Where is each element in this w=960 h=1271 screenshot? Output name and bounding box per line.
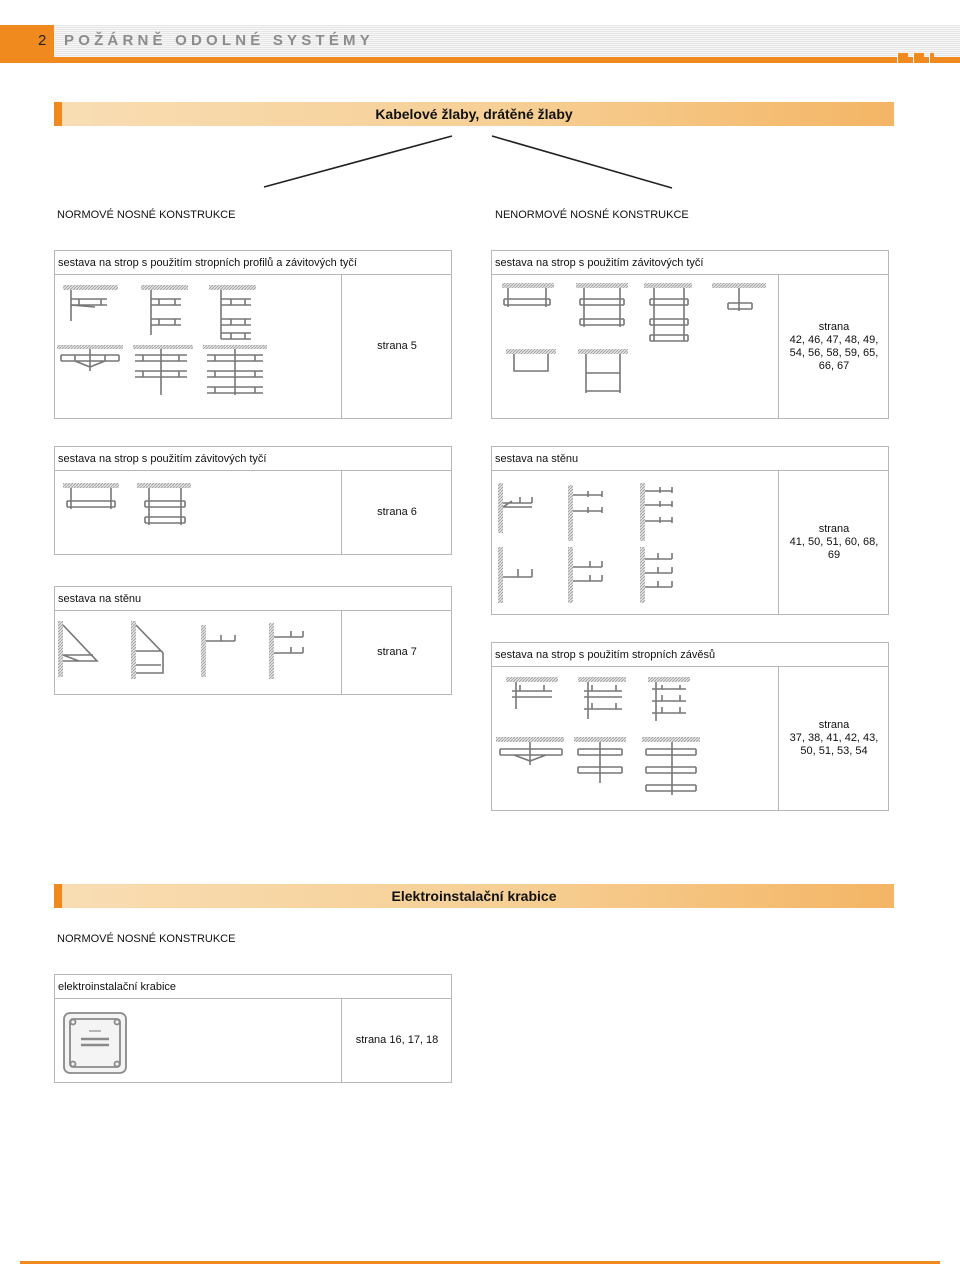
branch-line-left — [264, 136, 452, 187]
page-reference-pages: 37, 38, 41, 42, 43, 50, 51, 53, 54 — [789, 732, 879, 757]
hanger-tray-drawings — [492, 667, 779, 810]
page-reference-label: strana 6 — [377, 506, 417, 518]
config-illustration — [55, 999, 342, 1082]
config-title: sestava na stěnu — [492, 447, 888, 471]
page-reference-pages: 42, 46, 47, 48, 49, 54, 56, 58, 59, 65, 66, 67 — [789, 333, 879, 372]
page-reference — [780, 471, 888, 614]
config-title: sestava na stěnu — [55, 587, 451, 611]
page-title: POŽÁRNĚ ODOLNÉ SYSTÉMY — [64, 32, 374, 49]
config-title: sestava na strop s použitím závitových tyčí — [55, 447, 451, 471]
header-strip — [0, 57, 960, 63]
header-square — [897, 53, 908, 63]
page-reference-label: strana — [818, 719, 850, 731]
config-illustration — [492, 667, 779, 810]
config-title: elektroinstalační krabice — [55, 975, 451, 999]
branch-lines — [0, 130, 960, 200]
header-square — [929, 53, 934, 63]
config-box-ceiling-hangers — [491, 642, 889, 811]
footer-line — [20, 1261, 940, 1264]
page-reference-label: strana 16, 17, 18 — [355, 1034, 439, 1046]
page-reference — [343, 471, 451, 554]
page-reference — [343, 611, 451, 694]
config-illustration — [55, 275, 342, 418]
heading-nonstandard-constructions: NENORMOVÉ NOSNÉ KONSTRUKCE — [495, 209, 689, 221]
branch-line-right — [492, 136, 672, 188]
header-square — [913, 53, 924, 63]
page-reference — [343, 275, 451, 418]
wall-bracket-drawings — [55, 611, 342, 694]
config-illustration — [55, 471, 342, 554]
config-illustration — [492, 275, 779, 418]
page-reference-pages: 41, 50, 51, 60, 68, 69 — [789, 536, 879, 561]
page-reference-label: strana 7 — [377, 646, 417, 658]
page-number: 2 — [38, 32, 47, 49]
config-box-ceiling-profiles — [54, 250, 452, 419]
config-title: sestava na strop s použitím stropních závěsů — [492, 643, 888, 667]
heading-standard-constructions: NORMOVÉ NOSNÉ KONSTRUKCE — [57, 209, 236, 221]
section-title: Elektroinstalační krabice — [391, 888, 557, 904]
config-box-threaded-rods-standard — [54, 446, 452, 555]
page-reference-label: strana — [818, 320, 850, 333]
page-reference — [780, 275, 888, 418]
config-box-junction-box — [54, 974, 452, 1083]
rod-tray-drawings-small — [55, 471, 342, 554]
config-illustration — [55, 611, 342, 694]
ceiling-tray-drawings — [55, 275, 342, 418]
rod-tray-drawings — [492, 275, 779, 418]
section-title: Kabelové žlaby, drátěné žlaby — [375, 106, 573, 122]
section-bar-cable-trays — [54, 102, 894, 126]
page-header — [0, 25, 960, 63]
config-illustration — [492, 471, 779, 614]
config-box-wall-standard — [54, 586, 452, 695]
section-bar-junction-boxes — [54, 884, 894, 908]
config-box-threaded-rods-nonstandard — [491, 250, 889, 419]
page-reference — [780, 667, 888, 810]
page-reference-label: strana 5 — [377, 340, 417, 352]
config-box-wall-nonstandard — [491, 446, 889, 615]
heading-standard-constructions: NORMOVÉ NOSNÉ KONSTRUKCE — [57, 933, 236, 945]
wall-tray-drawings — [492, 471, 779, 614]
junction-box-drawing — [55, 999, 342, 1082]
config-title: sestava na strop s použitím závitových tyčí — [492, 251, 888, 275]
page-reference-label: strana — [818, 523, 850, 535]
page-reference — [343, 999, 451, 1082]
config-title: sestava na strop s použitím stropních profilů a závitových tyčí — [55, 251, 451, 275]
